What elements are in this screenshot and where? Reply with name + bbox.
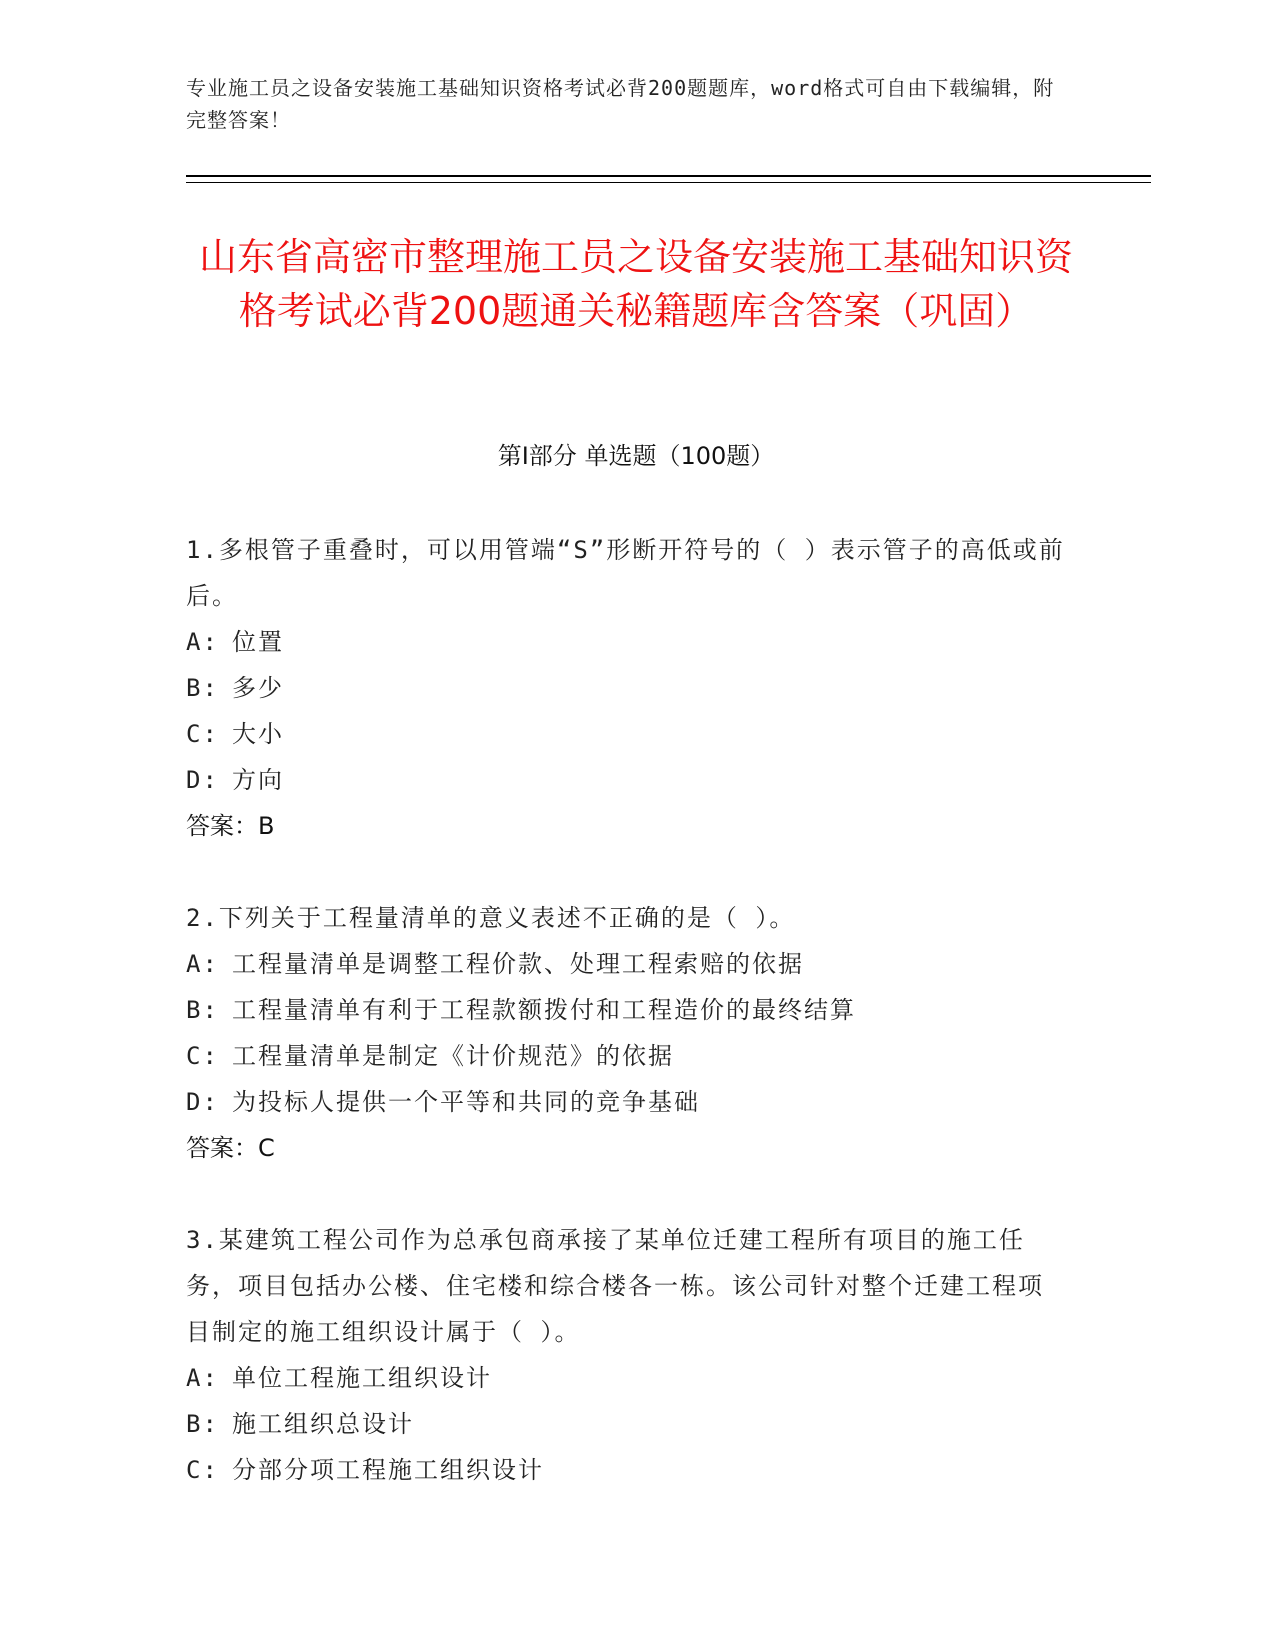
option-text: 位置: [232, 628, 284, 656]
option-text: 分部分项工程施工组织设计: [232, 1456, 544, 1484]
section-title: 第Ⅰ部分 单选题（100题）: [497, 442, 775, 470]
header-divider-thin: [186, 182, 1151, 183]
answer-line: 答案：B: [186, 812, 275, 840]
option-text: 单位工程施工组织设计: [232, 1364, 492, 1392]
question-2: [186, 895, 1066, 1171]
option-d: [186, 757, 1066, 803]
option-letter: C:: [186, 720, 219, 748]
header-divider-thick: [186, 175, 1151, 177]
option-c: [186, 711, 1066, 757]
option-b: [186, 665, 1066, 711]
header-note: 专业施工员之设备安装施工基础知识资格考试必背200题题库，word格式可自由下载编辑，附完整答案！: [186, 76, 1055, 132]
question-stem: 1.多根管子重叠时，可以用管端“S”形断开符号的（ ）表示管子的高低或前后。: [186, 536, 1065, 610]
option-letter: A:: [186, 950, 219, 978]
option-letter: C:: [186, 1456, 219, 1484]
option-text: 大小: [232, 720, 284, 748]
option-a: [186, 941, 1066, 987]
option-text: 为投标人提供一个平等和共同的竞争基础: [232, 1088, 700, 1116]
question-1: [186, 527, 1066, 849]
option-b: [186, 987, 1066, 1033]
option-letter: B:: [186, 674, 219, 702]
option-a: [186, 619, 1066, 665]
option-letter: C:: [186, 1042, 219, 1070]
option-letter: B:: [186, 996, 219, 1024]
document-title: 山东省高密市整理施工员之设备安装施工基础知识资格考试必背200题通关秘籍题库含答案（巩固）: [198, 235, 1073, 333]
option-text: 工程量清单是制定《计价规范》的依据: [232, 1042, 674, 1070]
option-text: 工程量清单是调整工程价款、处理工程索赔的依据: [232, 950, 804, 978]
option-text: 方向: [232, 766, 284, 794]
option-a: [186, 1355, 1066, 1401]
answer-line: 答案：C: [186, 1134, 275, 1162]
option-letter: D:: [186, 766, 219, 794]
option-b: [186, 1401, 1066, 1447]
option-letter: A:: [186, 1364, 219, 1392]
question-list: [186, 527, 1066, 1539]
option-letter: B:: [186, 1410, 219, 1438]
option-letter: D:: [186, 1088, 219, 1116]
option-text: 工程量清单有利于工程款额拨付和工程造价的最终结算: [232, 996, 856, 1024]
option-c: [186, 1447, 1066, 1493]
option-letter: A:: [186, 628, 219, 656]
option-text: 多少: [232, 674, 284, 702]
option-text: 施工组织总设计: [232, 1410, 414, 1438]
question-stem: 3.某建筑工程公司作为总承包商承接了某单位迁建工程所有项目的施工任务，项目包括办公楼、住宅楼和综合楼各一栋。该公司针对整个迁建工程项目制定的施工组织设计属于（ ）。: [186, 1226, 1044, 1346]
question-3: [186, 1217, 1066, 1493]
option-d: [186, 1079, 1066, 1125]
option-c: [186, 1033, 1066, 1079]
question-stem: 2.下列关于工程量清单的意义表述不正确的是（ ）。: [186, 904, 796, 932]
